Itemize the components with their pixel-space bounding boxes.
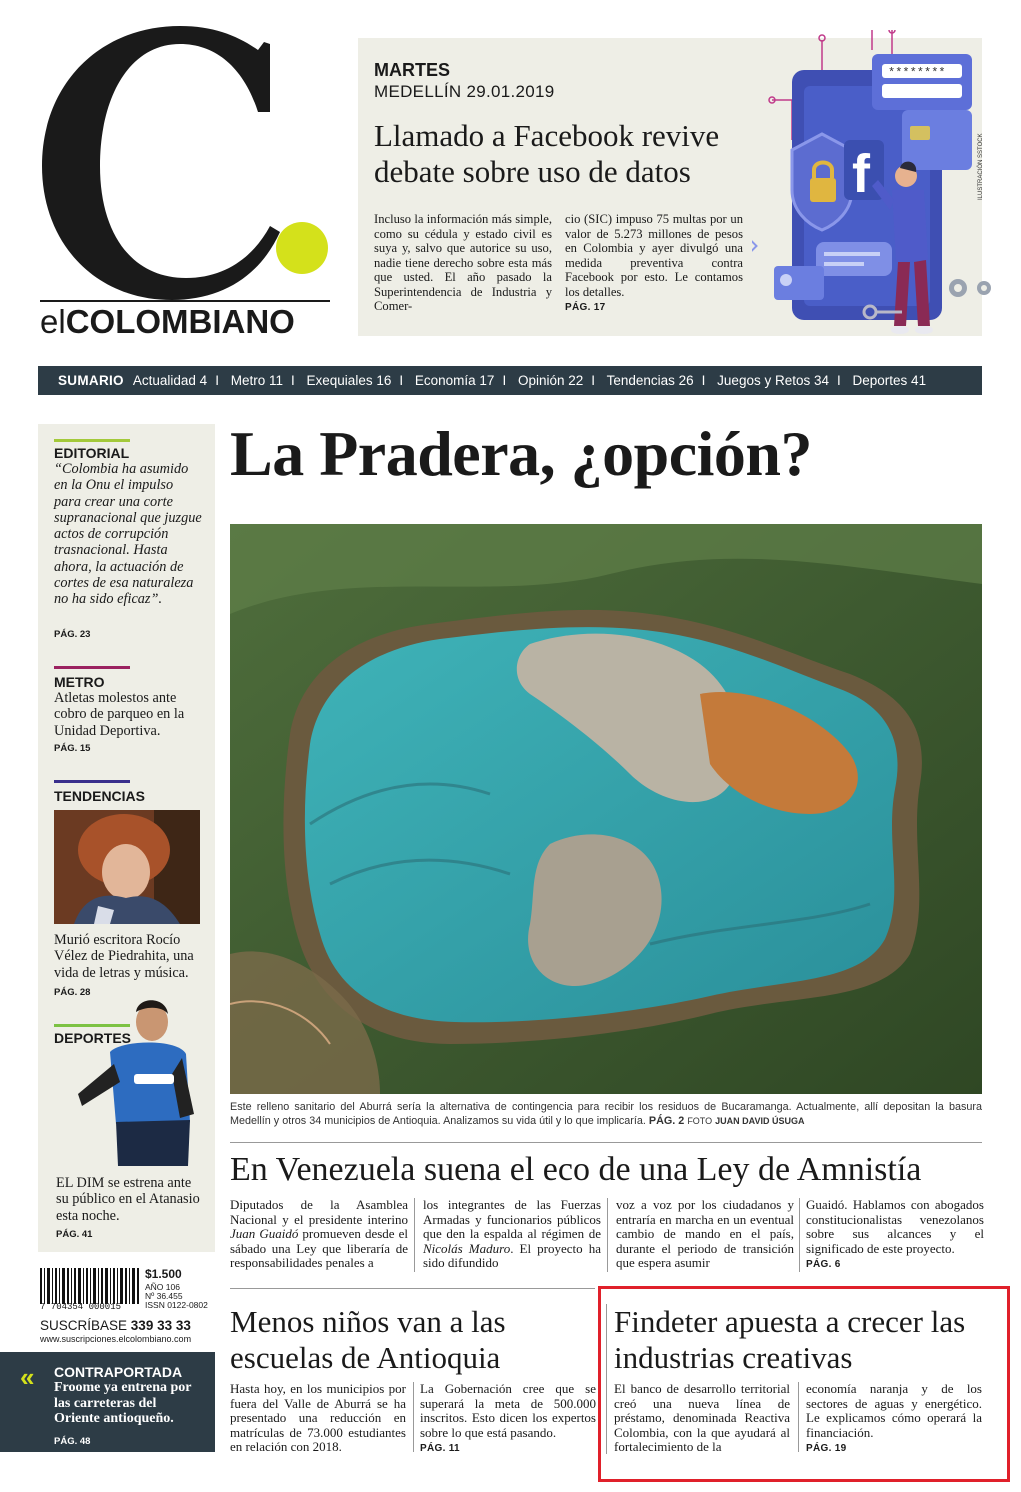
contraportada-page[interactable]: PÁG. 48 bbox=[54, 1436, 91, 1447]
deportes-heading: DEPORTES bbox=[54, 1030, 132, 1046]
summary-separator: I bbox=[502, 373, 507, 388]
subscribe-phone: 339 33 33 bbox=[130, 1318, 191, 1333]
deportes-photo[interactable] bbox=[54, 994, 200, 1166]
summary-separator: I bbox=[591, 373, 596, 388]
issue-number: Nº 36.455 bbox=[145, 1291, 183, 1301]
metro-page[interactable]: PÁG. 15 bbox=[54, 743, 91, 754]
barcode bbox=[40, 1268, 140, 1304]
facebook-f-icon: f bbox=[852, 144, 870, 204]
tendencias-text[interactable]: Murió escritora Rocío Vélez de Piedrahita, una vida de letras y música. bbox=[54, 932, 194, 981]
editorial-heading: EDITORIAL bbox=[54, 445, 130, 461]
contraportada-quote-icon: « bbox=[20, 1362, 35, 1392]
findeter-page[interactable]: PÁG. 19 bbox=[806, 1443, 847, 1454]
tendencias-photo[interactable] bbox=[54, 810, 200, 924]
summary-label: SUMARIO bbox=[58, 373, 124, 388]
ninos-col-2 bbox=[420, 1382, 596, 1457]
venezuela-col-4 bbox=[806, 1198, 984, 1273]
editorial-page[interactable]: PÁG. 23 bbox=[54, 629, 91, 640]
venezuela-col-1-name: Juan Guaidó bbox=[230, 1226, 299, 1241]
summary-item-tendencias[interactable]: Tendencias 26 bbox=[606, 373, 694, 388]
tendencias-rule bbox=[54, 780, 130, 783]
venezuela-col-2 bbox=[423, 1198, 601, 1271]
dateline-date: MEDELLÍN 29.01.2019 bbox=[374, 82, 555, 101]
barcode-number: 7 704354 000015 bbox=[40, 1302, 122, 1312]
summary-item-deportes[interactable]: Deportes 41 bbox=[852, 373, 927, 388]
landfill-aerial-photo[interactable] bbox=[230, 524, 982, 1094]
venezuela-col-1 bbox=[230, 1198, 408, 1271]
summary-item-opinion[interactable]: Opinión 22 bbox=[517, 373, 584, 388]
divider-venezuela bbox=[230, 1288, 595, 1289]
ninos-col-1: Hasta hoy, en los municipios por fuera del Valle de Aburrá se ha presentado una reducción en matrículas de 73.000 estudiantes en relación con 2018. bbox=[230, 1381, 406, 1454]
editorial-rule bbox=[54, 439, 130, 442]
subscribe-line[interactable] bbox=[40, 1318, 191, 1333]
venezuela-page[interactable]: PÁG. 6 bbox=[806, 1259, 841, 1270]
subscribe-label: SUSCRÍBASE bbox=[40, 1318, 128, 1333]
tendencias-page[interactable]: PÁG. 28 bbox=[54, 987, 91, 998]
top-story-headline[interactable]: Llamado a Facebook revive debate sobre uso de datos bbox=[374, 118, 720, 189]
logo-c-letter bbox=[42, 26, 280, 300]
summary-bar bbox=[38, 366, 982, 395]
summary-separator: I bbox=[701, 373, 706, 388]
brand-main: COLOMBIANO bbox=[65, 303, 295, 340]
summary-item-exequiales[interactable]: Exequiales 16 bbox=[306, 373, 392, 388]
contraportada-heading: CONTRAPORTADA bbox=[54, 1364, 183, 1380]
price: $1.500 bbox=[145, 1267, 182, 1281]
ninos-page[interactable]: PÁG. 11 bbox=[420, 1443, 460, 1454]
column-rule bbox=[799, 1198, 800, 1272]
caption-photo-credit: JUAN DAVID ÚSUGA bbox=[715, 1116, 805, 1126]
metro-heading: METRO bbox=[54, 674, 105, 690]
logo-dot bbox=[276, 222, 328, 274]
main-headline[interactable]: La Pradera, ¿opción? bbox=[230, 418, 812, 489]
deportes-page[interactable]: PÁG. 41 bbox=[56, 1229, 93, 1240]
findeter-col-1: El banco de desarrollo territorial creó una nueva línea de préstamo, denominada Reactiva Colombia, con la que ayudará al fortalecimiento de la bbox=[614, 1381, 790, 1454]
venezuela-col-3: voz a voz por los ciudadanos y entraría en marcha en un eventual cambio de mando en el país, durante el periodo de transición que espera asumir bbox=[616, 1197, 794, 1270]
caption-photo-label: FOTO bbox=[687, 1116, 713, 1126]
venezuela-col-2-b: . El proyecto ha sido difundido bbox=[423, 1240, 601, 1270]
dateline-day: MARTES bbox=[374, 60, 450, 80]
venezuela-col-1-b: promueven desde el sábado una Ley que liberaría de responsabilidades penales a bbox=[230, 1226, 408, 1270]
top-story-page[interactable]: PÁG. 17 bbox=[565, 302, 606, 313]
ninos-headline[interactable]: Menos niños van a las escuelas de Antioquia bbox=[230, 1304, 506, 1375]
logo-c-mark bbox=[38, 20, 328, 300]
facebook-data-illustration bbox=[752, 30, 992, 346]
top-story-col-1: Incluso la información más simple, como su cédula y estado civil es suya y, salvo que autorice su uso, nadie tiene derecho sobre esta más que usted. El año pasado la Superintendencia de Industria y Comer- bbox=[374, 212, 552, 313]
subscribe-url[interactable]: www.suscripciones.elcolombiano.com bbox=[40, 1334, 192, 1344]
summary-item-metro[interactable]: Metro 11 bbox=[230, 373, 283, 388]
column-rule bbox=[607, 1198, 608, 1272]
summary-separator: I bbox=[399, 373, 404, 388]
venezuela-col-1-a: Diputados de la Asamblea Nacional y el presidente interino bbox=[230, 1197, 408, 1227]
photo-caption bbox=[230, 1100, 982, 1128]
brand-prefix: el bbox=[40, 303, 66, 340]
editorial-text[interactable]: “Colombia ha asumido en la Onu el impulso para crear una corte supranacional que juzgue actos de corrupción trasnacional. Hasta ahora, la actuación de cortes de esa naturaleza no ha sido eficaz”. bbox=[54, 461, 202, 608]
summary-item-juegos[interactable]: Juegos y Retos 34 bbox=[717, 373, 829, 388]
ninos-col-2-text: La Gobernación cree que se superará la meta de 500.000 inscritos. Esto dicen los expertos sobre lo que está pasando. bbox=[420, 1381, 596, 1440]
column-rule bbox=[414, 1198, 415, 1272]
brand-rule bbox=[40, 300, 330, 302]
summary-separator: I bbox=[291, 373, 295, 388]
findeter-col-2 bbox=[806, 1382, 982, 1457]
column-rule bbox=[413, 1382, 414, 1452]
summary-separator: I bbox=[837, 373, 841, 388]
summary-item-actualidad[interactable]: Actualidad 4 bbox=[132, 373, 208, 388]
summary-item-economia[interactable]: Economía 17 bbox=[414, 373, 495, 388]
caption-page[interactable]: PÁG. 2 bbox=[648, 1115, 685, 1127]
metro-text[interactable]: Atletas molestos ante cobro de parqueo en la Unidad Deportiva. bbox=[54, 690, 185, 739]
top-story-col-2 bbox=[565, 212, 743, 316]
venezuela-col-2-a: los integrantes de las Fuerzas Armadas y funcionarios públicos que den la espalda al régimen de bbox=[423, 1197, 601, 1241]
venezuela-headline[interactable]: En Venezuela suena el eco de una Ley de Amnistía bbox=[230, 1151, 922, 1188]
illustration-credit: ILUSTRACIÓN SSTOCK bbox=[978, 133, 984, 200]
contraportada-text[interactable]: Froome ya entrena por las carreteras del Oriente antioqueño. bbox=[54, 1380, 192, 1426]
brand-name[interactable] bbox=[40, 303, 295, 341]
top-story-col-2-text: cio (SIC) impuso 75 multas por un valor de 5.273 millones de pesos en Colombia y ayer divulgó una medida preventiva contra Facebook por esto. Le contamos los detalles. bbox=[565, 212, 743, 299]
issn: ISSN 0122-0802 bbox=[145, 1300, 208, 1310]
findeter-headline[interactable]: Findeter apuesta a crecer las industrias creativas bbox=[614, 1304, 966, 1375]
venezuela-col-4-text: Guaidó. Hablamos con abogados constitucionalistas venezolanos sobre sus alcances y el significado de este proyecto. bbox=[806, 1197, 984, 1256]
findeter-col-2-text: economía naranja y de los sectores de aguas y energético. Le explicamos cómo operará la financiación. bbox=[806, 1381, 982, 1440]
deportes-text[interactable]: EL DIM se estrena ante su público en el Atanasio esta noche. bbox=[56, 1175, 200, 1224]
column-rule bbox=[798, 1382, 799, 1452]
caption-text: Este relleno sanitario del Aburrá sería la alternativa de contingencia para recibir los residuos de Bucaramanga. Actualmente, allí depositan la basura Medellín y otros 34 municipios de Antioquia. Analizamos su vida útil y lo que implicaría. bbox=[230, 1101, 982, 1127]
year: AÑO 106 bbox=[145, 1282, 180, 1292]
illus-password: ******** bbox=[888, 66, 946, 80]
venezuela-col-2-name: Nicolás Maduro bbox=[423, 1240, 511, 1256]
metro-rule bbox=[54, 666, 130, 669]
summary-separator: I bbox=[215, 373, 219, 388]
divider-caption bbox=[230, 1142, 982, 1143]
tendencias-heading: TENDENCIAS bbox=[54, 788, 146, 804]
